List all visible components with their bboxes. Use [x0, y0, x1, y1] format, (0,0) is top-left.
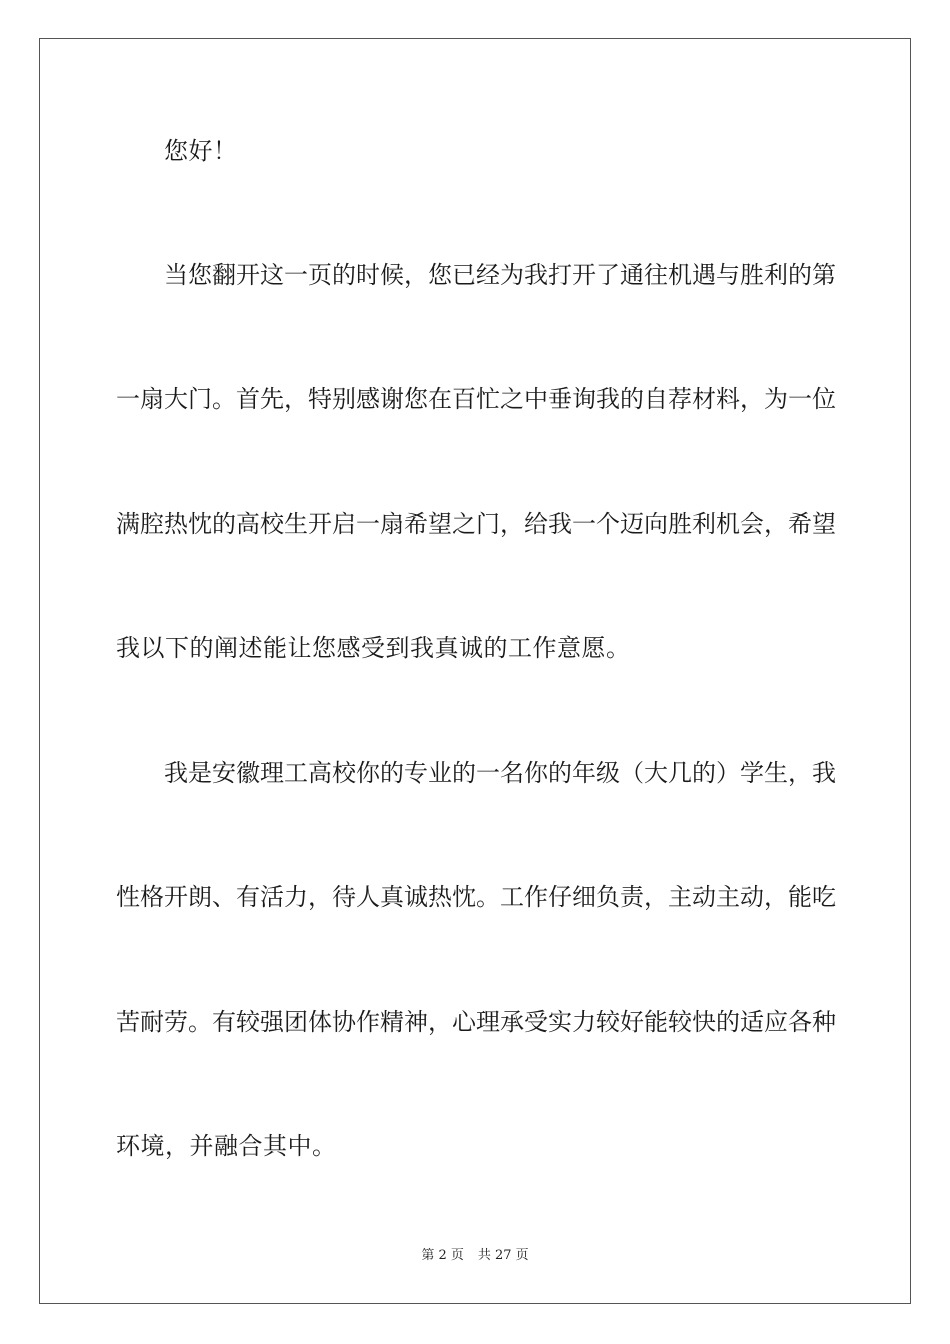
paragraph-1-line-4: 我以下的阐述能让您感受到我真诚的工作意愿。: [116, 634, 631, 662]
paragraph-1-line-3: 满腔热忱的高校生开启一扇希望之门，给我一个迈向胜利机会，希望: [116, 510, 836, 538]
paragraph-2-line-1: 我是安徽理工高校你的专业的一名你的年级（大几的）学生，我: [164, 759, 836, 787]
page-number: 第 2 页: [421, 1248, 464, 1263]
paragraph-2-line-3: 苦耐劳。有较强团体协作精神，心理承受实力较好能较快的适应各种: [116, 1008, 836, 1036]
page-footer: [0, 1247, 950, 1265]
paragraph-1-line-2: 一扇大门。首先，特别感谢您在百忙之中垂询我的自荐材料，为一位: [116, 385, 836, 413]
page-total: 共 27 页: [477, 1248, 529, 1263]
paragraph-2-line-4: 环境，并融合其中。: [116, 1132, 337, 1160]
paragraph-1-line-1: 当您翻开这一页的时候，您已经为我打开了通往机遇与胜利的第: [164, 261, 836, 289]
greeting: 您好！: [164, 137, 238, 165]
paragraph-2-line-2: 性格开朗、有活力，待人真诚热忱。工作仔细负责，主动主动，能吃: [116, 883, 836, 911]
page-border: [39, 38, 911, 1304]
